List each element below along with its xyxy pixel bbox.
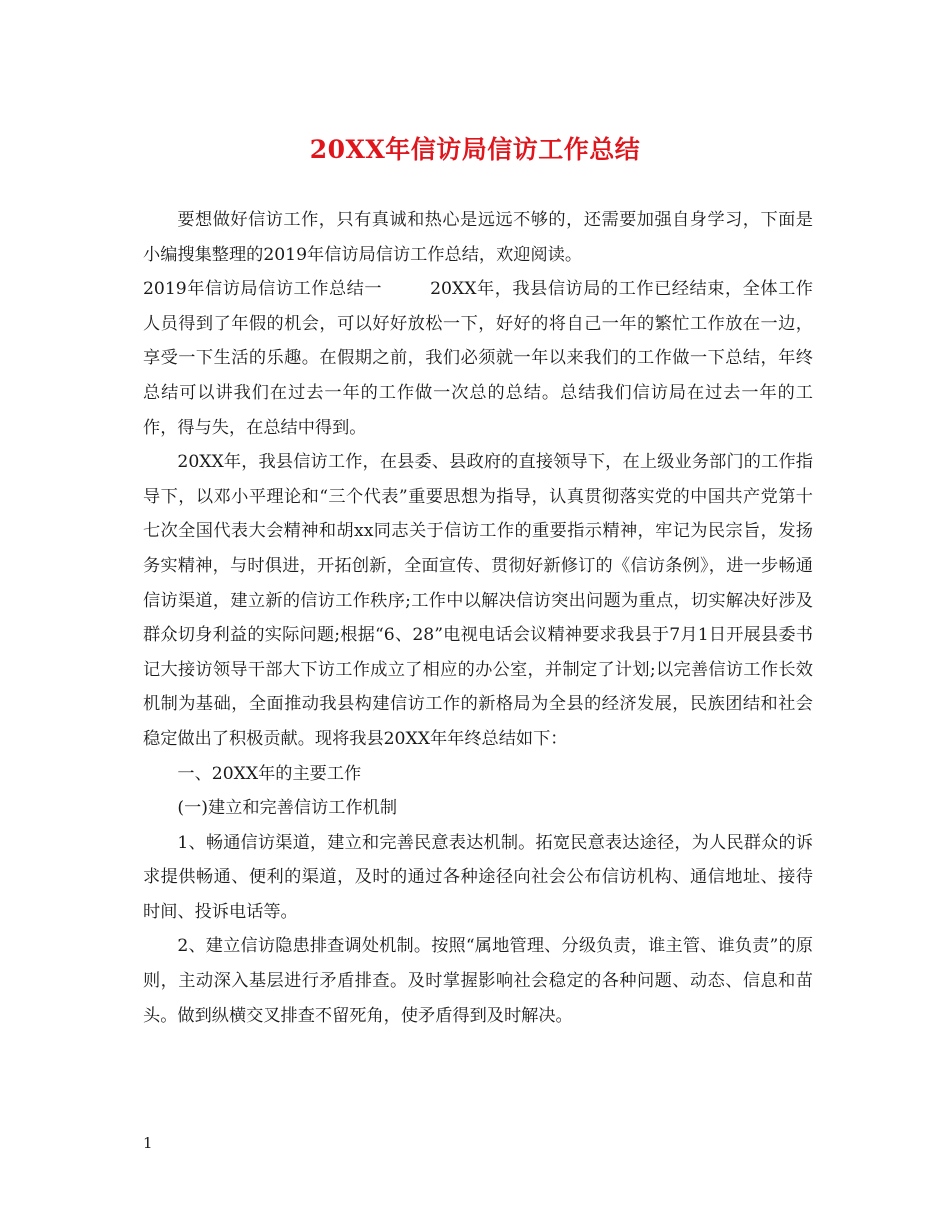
document-title: 20XX年信访局信访工作总结 (309, 135, 641, 164)
document-body (143, 203, 813, 1033)
section-opening-text: 20XX年，我县信访局的工作已经结束，全体工作人员得到了年假的机会，可以好好放松一下，好好的将自己一年的繁忙工作放在一边，享受一下生活的乐趣。在假期之前，我们必须就一年以来我们的工作做一下总结，年终总结可以讲我们在过去一年的工作做一次总的总结。总结我们信访局在过去一年的工作，得与失，在总结中得到。 (143, 279, 813, 438)
heading-mechanism: (一)建立和完善信访工作机制 (177, 798, 398, 819)
item-1-paragraph: 1、畅通信访渠道，建立和完善民意表达机制。拓宽民意表达途径，为人民群众的诉求提供畅通、便利的渠道，及时的通过各种途径向社会公布信访机构、通信地址、接待时间、投诉电话等。 (143, 832, 813, 922)
section-heading: 2019年信访局信访工作总结一 (143, 279, 383, 300)
heading-main-work: 一、20XX年的主要工作 (177, 763, 362, 784)
main-work-paragraph: 20XX年，我县信访工作，在县委、县政府的直接领导下，在上级业务部门的工作指导下，以邓小平理论和“三个代表”重要思想为指导，认真贯彻落实党的中国共产党第十七次全国代表大会精神和胡xx同志关于信访工作的重要指示精神，牢记为民宗旨，发扬务实精神，与时俱进，开拓创新，全面宣传、贯彻好新修订的《信访条例》，进一步畅通信访渠道，建立新的信访工作秩序;工作中以解决信访突出问题为重点，切实解决好涉及群众切身利益的实际问题;根据“6、28”电视电话会议精神要求我县于7月1日开展县委书记大接访领导干部大下访工作成立了相应的办公室，并制定了计划;以完善信访工作长效机制为基础，全面推动我县构建信访工作的新格局为全县的经济发展，民族团结和社会稳定做出了积极贡献。现将我县20XX年年终总结如下： (143, 452, 813, 749)
intro-paragraph: 要想做好信访工作，只有真诚和热心是远远不够的，还需要加强自身学习，下面是小编搜集整理的2019年信访局信访工作总结，欢迎阅读。 (143, 210, 813, 265)
item-2-paragraph: 2、建立信访隐患排查调处机制。按照“属地管理、分级负责，谁主管、谁负责”的原则，主动深入基层进行矛盾排查。及时掌握影响社会稳定的各种问题、动态、信息和苗头。做到纵横交叉排查不留死角，使矛盾得到及时解决。 (143, 936, 813, 1026)
page-number: 1 (143, 1134, 153, 1152)
summary-section-paragraph (143, 272, 813, 445)
